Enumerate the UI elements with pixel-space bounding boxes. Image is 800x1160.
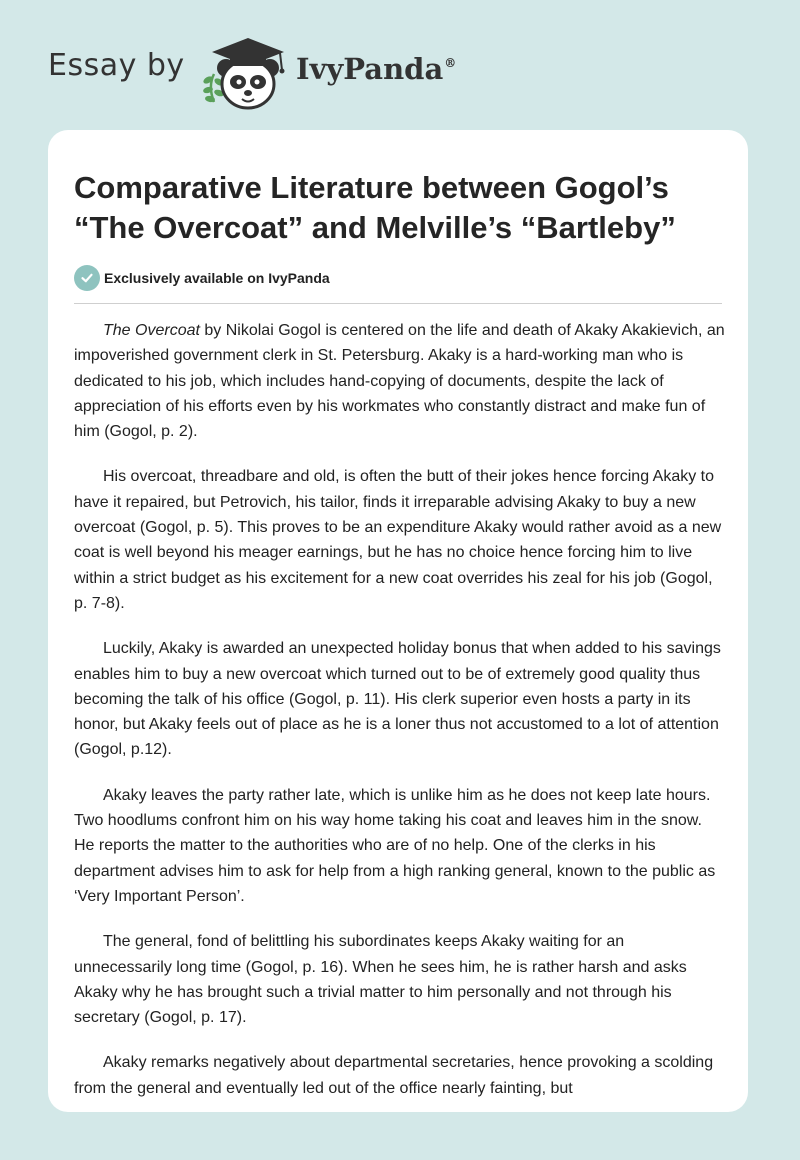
site-header (0, 0, 800, 130)
paragraph: Akaky remarks negatively about departmental secretaries, hence provoking a scolding from the general and eventually led out of the office nearly fainting, but (74, 1054, 714, 1097)
essay-by-label: Essay by (48, 48, 185, 83)
exclusive-badge-label: Exclusively available on IvyPanda (104, 270, 330, 286)
check-icon (74, 265, 100, 291)
article-card (48, 130, 748, 1112)
work-title-italic: The Overcoat (103, 322, 200, 339)
paragraph: His overcoat, threadbare and old, is often the butt of their jokes hence forcing Akaky to have it repaired, but Petrovich, his tailor, finds it irreparable advising Akaky to buy a new overcoat (Gogol, p. 5). This proves to be an expenditure Akaky would rather avoid as a new coat is well beyond his meager earnings, but he has no choice hence forcing him to live within a strict budget as his excitement for a new coat overrides his zeal for his job (Gogol, p. 7-8). (74, 468, 722, 612)
exclusive-badge (74, 264, 330, 292)
paragraph-text: by Nikolai Gogol is centered on the life and death of Akaky Akakievich, an impoverished government clerk in St. Petersburg. Akaky is a hard-working man who is dedicated to his job, which includes hand-copying of documents, despite the lack of appreciation of his efforts even by his workmates who constantly distract and make fun of him (Gogol, p. 2). (74, 322, 725, 441)
brand-name: IvyPanda (296, 52, 444, 86)
paragraph: Akaky leaves the party rather late, which is unlike him as he does not keep late hours. Two hoodlums confront him on his way home taking his coat and leaves him in the snow. He reports the matter to the authorities who are of no help. One of the clerks in his department advises him to ask for help from a high ranking general, known to the public as ‘Very Important Person’. (74, 786, 716, 905)
article-body (74, 318, 726, 1112)
registered-mark: ® (444, 56, 457, 70)
article-title: Comparative Literature between Gogol’s “The Overcoat” and Melville’s “Bartleby” (74, 170, 676, 245)
paragraph: The general, fond of belittling his subordinates keeps Akaky waiting for an unnecessarily long time (Gogol, p. 16). When he sees him, he is rather harsh and asks Akaky why he has brought such a trivial matter to him personally and not through his secretary (Gogol, p. 17). (74, 933, 687, 1027)
paragraph: Luckily, Akaky is awarded an unexpected holiday bonus that when added to his savings enables him to buy a new overcoat which turned out to be of extremely good quality thus becoming the talk of his office (Gogol, p. 11). His clerk superior even hosts a party in its honor, but Akaky feels out of place as he is a loner thus not accustomed to a lot of attention (Gogol, p.12). (74, 640, 721, 759)
panda-graduate-icon (200, 32, 292, 112)
paragraph (74, 318, 726, 444)
brand-logo-text[interactable] (296, 52, 456, 86)
divider (74, 303, 722, 304)
